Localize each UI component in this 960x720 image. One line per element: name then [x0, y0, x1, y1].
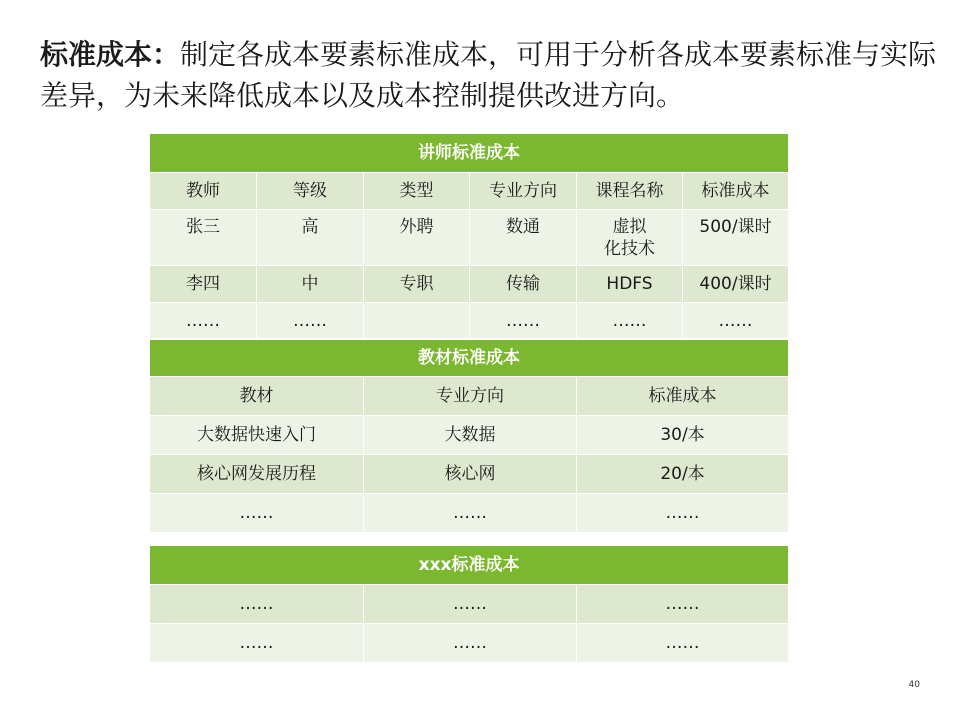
table-cell: ……: [470, 303, 577, 339]
slide-heading: [40, 34, 940, 116]
table-row: [150, 210, 789, 266]
table-cell: ……: [683, 303, 789, 339]
other-cost-table: [149, 545, 789, 663]
textbook-table-title: 教材标准成本: [150, 340, 789, 377]
table-row: [150, 266, 789, 303]
table-cell: ……: [150, 303, 257, 339]
textbook-cost-table: [149, 339, 789, 533]
lecturer-table-title: 讲师标准成本: [150, 134, 789, 173]
table-cell: ……: [577, 494, 789, 533]
table-cell: 400/课时: [683, 266, 789, 303]
header-cell: 标准成本: [577, 377, 789, 416]
table-cell: [364, 303, 470, 339]
table-row: [150, 416, 789, 455]
table-cell: 30/本: [577, 416, 789, 455]
table-cell: ……: [150, 624, 364, 663]
table-header-row: [150, 173, 789, 210]
table-cell: ……: [577, 624, 789, 663]
page-number: 40: [908, 680, 920, 690]
header-cell: 等级: [257, 173, 364, 210]
table-cell: 虚拟 化技术: [577, 210, 683, 266]
other-table-title: xxx标准成本: [150, 546, 789, 585]
table-cell: 外聘: [364, 210, 470, 266]
table-cell: 20/本: [577, 455, 789, 494]
lecturer-cost-table: [149, 133, 789, 339]
header-cell: 教师: [150, 173, 257, 210]
table-header-row: [150, 377, 789, 416]
table-cell: ……: [364, 624, 577, 663]
table-row: [150, 455, 789, 494]
header-cell: 专业方向: [470, 173, 577, 210]
heading-lead: 标准成本：: [40, 38, 181, 71]
table-row: [150, 624, 789, 663]
table-cell: ……: [577, 303, 683, 339]
table-row: [150, 494, 789, 533]
table-cell: 500/课时: [683, 210, 789, 266]
header-cell: 课程名称: [577, 173, 683, 210]
header-cell: 类型: [364, 173, 470, 210]
table-cell: 数通: [470, 210, 577, 266]
table-cell: ……: [150, 585, 364, 624]
table-cell: 中: [257, 266, 364, 303]
table-cell: ……: [364, 585, 577, 624]
header-cell: 标准成本: [683, 173, 789, 210]
header-cell: 专业方向: [364, 377, 577, 416]
table-cell: 大数据快速入门: [150, 416, 364, 455]
table-row: [150, 585, 789, 624]
table-cell: 传输: [470, 266, 577, 303]
table-cell: ……: [364, 494, 577, 533]
header-cell: 教材: [150, 377, 364, 416]
table-cell: 大数据: [364, 416, 577, 455]
heading-text: 制定各成本要素标准成本，可用于分析各成本要素标准与实际差异，为未来降低成本以及成本控制提供改进方向。: [40, 38, 937, 112]
table-cell: 专职: [364, 266, 470, 303]
table-cell: ……: [150, 494, 364, 533]
table-cell: 李四: [150, 266, 257, 303]
table-cell: ……: [257, 303, 364, 339]
table-cell: 高: [257, 210, 364, 266]
table-cell: 核心网: [364, 455, 577, 494]
table-row: [150, 303, 789, 339]
table-cell: HDFS: [577, 266, 683, 303]
table-cell: ……: [577, 585, 789, 624]
table-cell: 张三: [150, 210, 257, 266]
table-cell: 核心网发展历程: [150, 455, 364, 494]
